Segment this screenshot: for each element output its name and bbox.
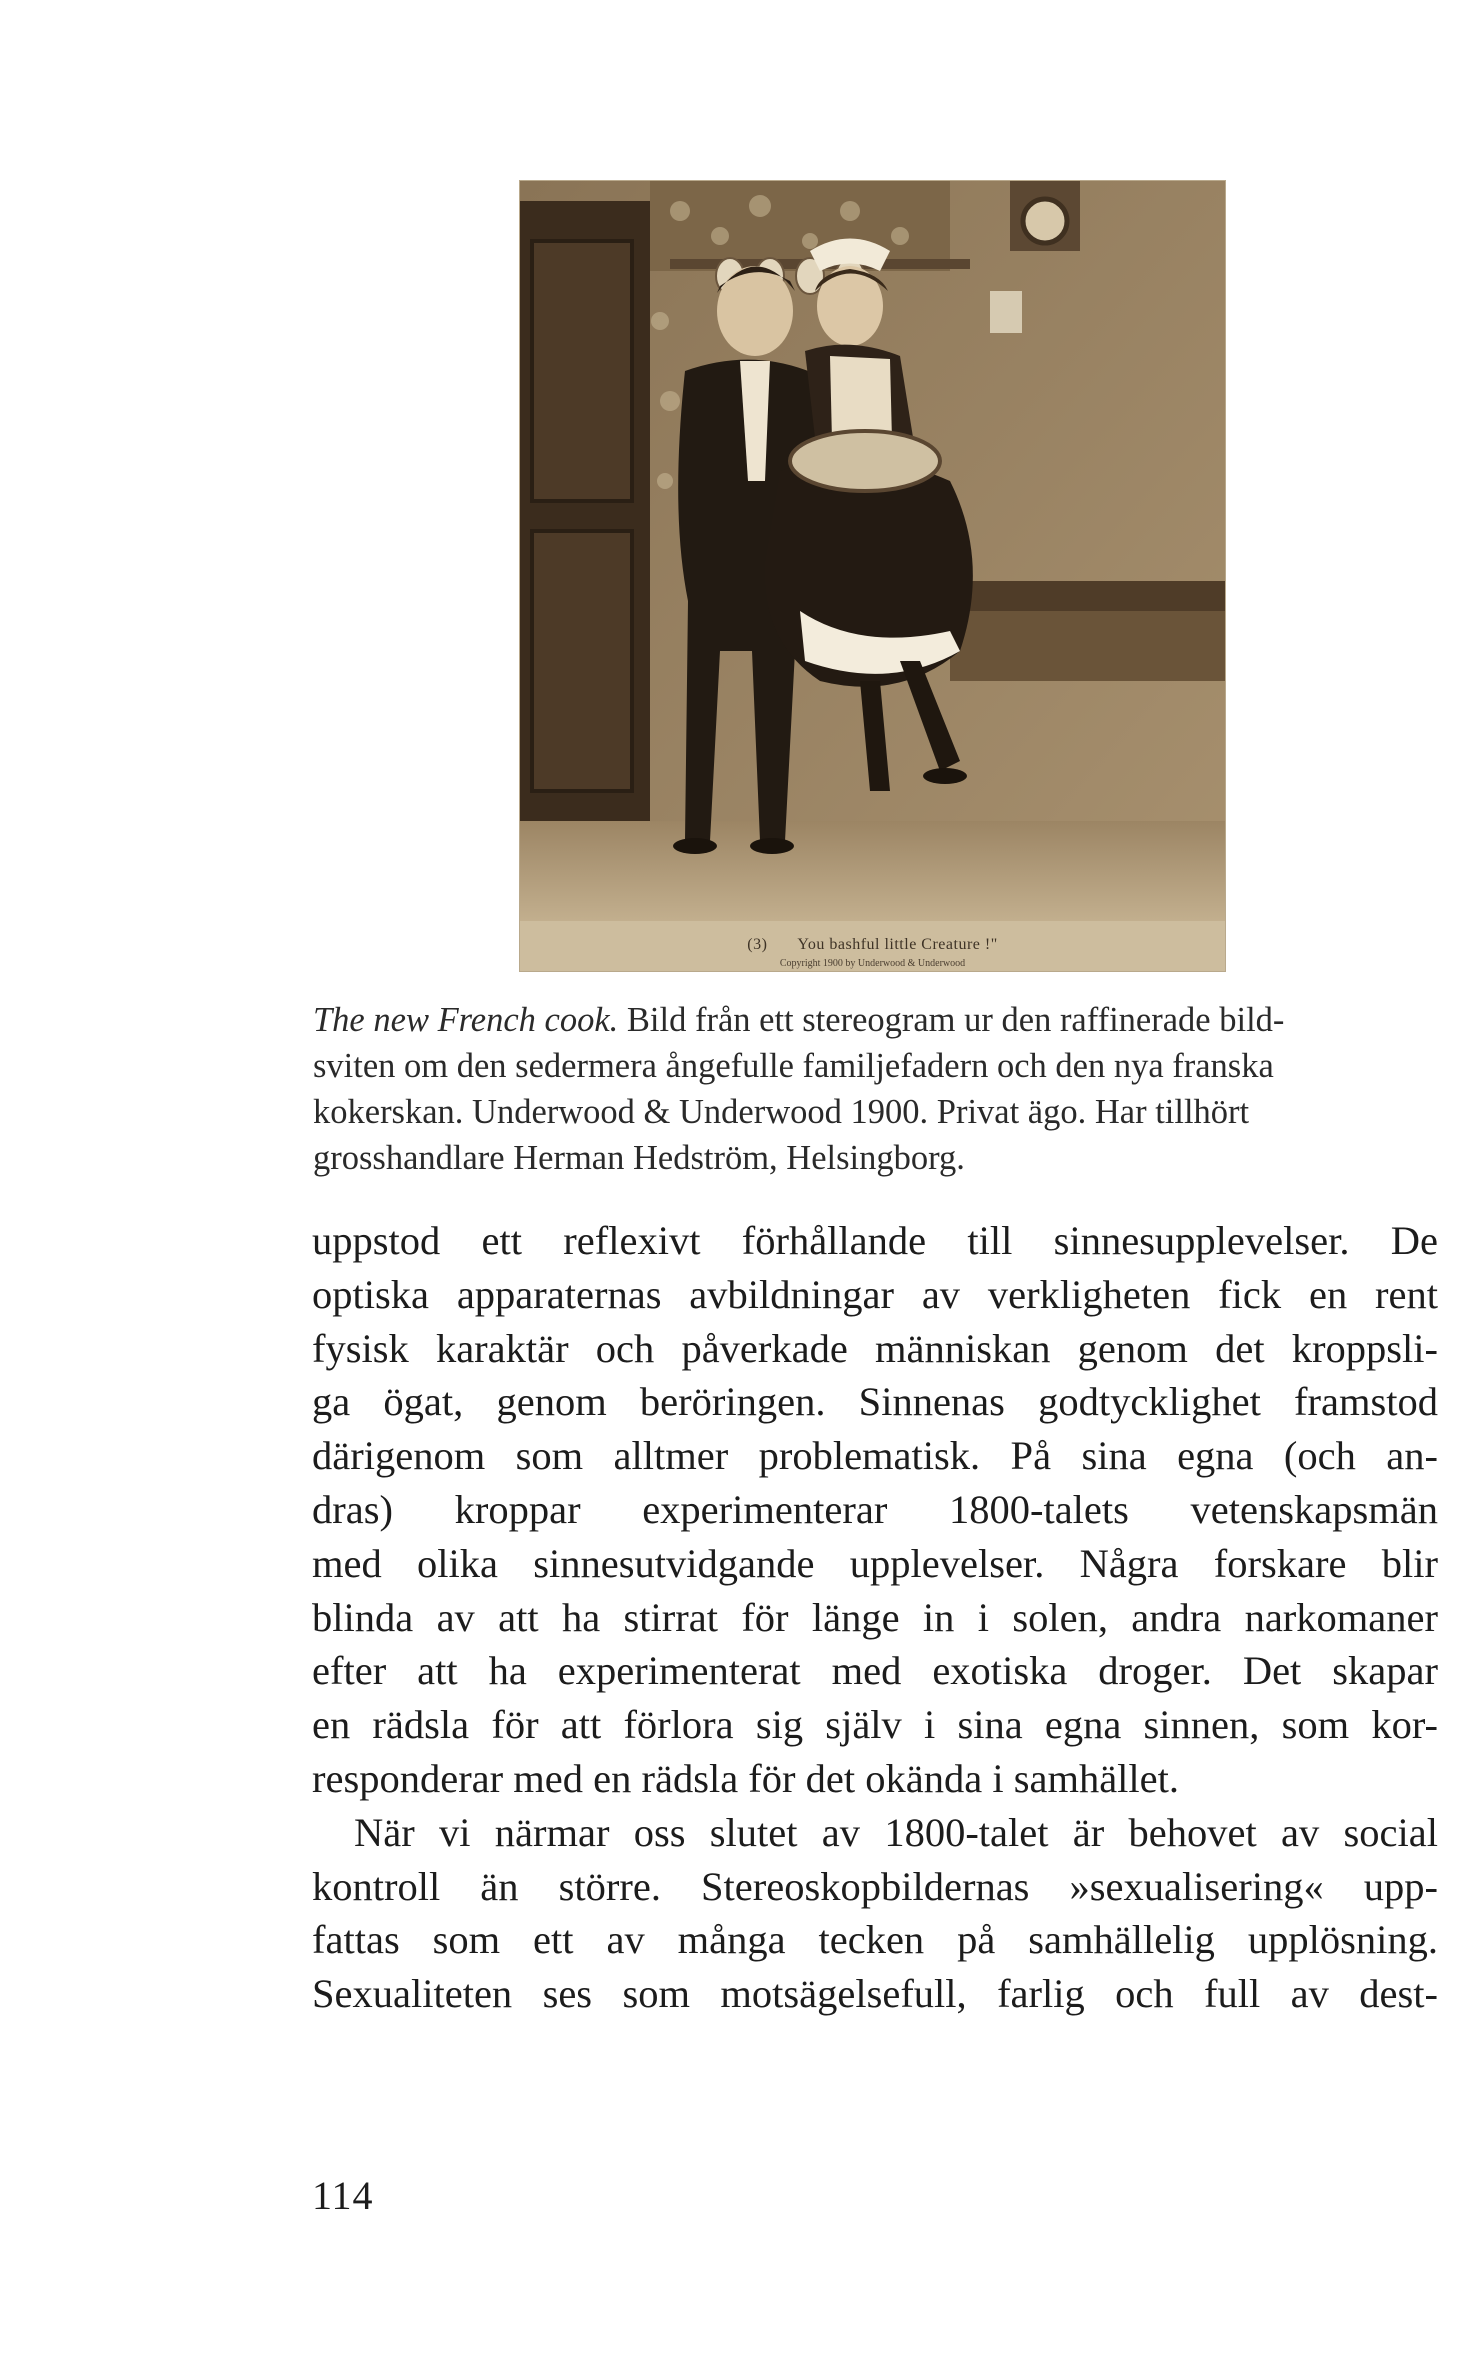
body-line: responderar med en rädsla för det okända i samhället. — [312, 1755, 1180, 1801]
body-line: kontroll än större. Stereoskopbildernas »sexualisering« upp- — [312, 1863, 1438, 1909]
body-line: dras) kroppar experimenterar 1800-talets vetenskapsmän — [312, 1486, 1438, 1532]
caption-line-text: Bild från ett stereogram ur den raffinerade bild- — [618, 1001, 1285, 1039]
photo-illustration — [520, 181, 1225, 971]
body-line: ga ögat, genom beröringen. Sinnenas godtycklighet framstod — [312, 1379, 1438, 1425]
body-line: blinda av att ha stirrat för länge in i solen, andra narkomaner — [312, 1594, 1438, 1640]
body-line: därigenom som alltmer problematisk. På sina egna (och an- — [312, 1433, 1438, 1479]
photo-label-text: You bashful little Creature !" — [797, 936, 998, 953]
body-line: optiska apparaternas avbildningar av verkligheten fick en rent — [312, 1271, 1438, 1317]
body-line: fattas som ett av många tecken på samhällelig upplösning. — [312, 1917, 1438, 1963]
photo-label-number: (3) — [747, 936, 768, 953]
body-line: efter att ha experimenterat med exotiska droger. Det skapar — [312, 1648, 1438, 1694]
caption-line: kokerskan. Underwood & Underwood 1900. Privat ägo. Har tillhört — [313, 1093, 1250, 1131]
body-line: med olika sinnesutvidgande upplevelser. Några forskare blir — [312, 1540, 1438, 1586]
caption-line — [313, 997, 1353, 1043]
stereogram-photo — [519, 180, 1226, 972]
body-text — [312, 1214, 1438, 2021]
body-line: uppstod ett reflexivt förhållande till sinnesupplevelser. De — [312, 1218, 1438, 1263]
figure-caption — [313, 997, 1353, 1181]
page-number: 114 — [312, 2173, 374, 2218]
caption-title: The new French cook. — [313, 1001, 619, 1039]
body-line: Sexualiteten ses som motsägelsefull, farlig och full av dest- — [312, 1971, 1438, 2017]
photo-copyright: Copyright 1900 by Underwood & Underwood — [779, 958, 966, 969]
caption-line: sviten om den sedermera ångefulle familjefadern och den nya franska — [313, 1047, 1274, 1085]
photo-label — [520, 936, 1225, 954]
body-line: en rädsla för att förlora sig själv i sina egna sinnen, som kor- — [312, 1702, 1438, 1748]
body-line: När vi närmar oss slutet av 1800-talet är behovet av social — [354, 1809, 1438, 1855]
body-line: fysisk karaktär och påverkade människan genom det kroppsli- — [312, 1325, 1438, 1371]
caption-line: grosshandlare Herman Hedström, Helsingborg. — [313, 1139, 965, 1177]
